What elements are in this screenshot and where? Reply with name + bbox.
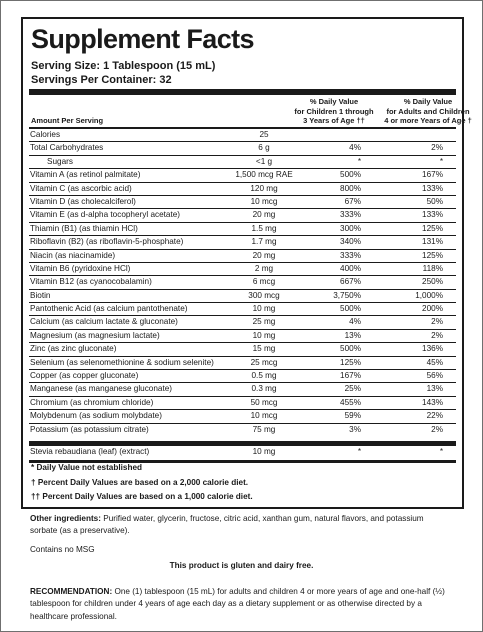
- recommendation: [30, 586, 450, 623]
- nutrient-amount: 0.3 mg: [251, 384, 277, 394]
- nutrient-name: Vitamin A (as retinol palmitate): [30, 170, 141, 180]
- dv-children: 300%: [340, 223, 361, 233]
- dv-children: 59%: [344, 411, 361, 421]
- dv-adults: 133%: [422, 210, 443, 220]
- nutrient-name: Vitamin C (as ascorbic acid): [30, 183, 132, 193]
- nutrient-amount: 10 mg: [252, 304, 276, 314]
- dv-children: 340%: [340, 237, 361, 247]
- dv-children-header-line: 3 Years of Age ††: [303, 116, 365, 125]
- dv-adults-header: [373, 97, 483, 126]
- stevia-row: [29, 446, 456, 458]
- table-row: [29, 446, 456, 458]
- footnote-2000-calorie: † Percent Daily Values are based on a 2,000 calorie diet.: [31, 478, 249, 487]
- dv-children: 455%: [340, 397, 361, 407]
- dv-adults: 250%: [422, 277, 443, 287]
- dv-adults: 22%: [426, 411, 443, 421]
- dv-children: 667%: [340, 277, 361, 287]
- amount-per-serving-header: Amount Per Serving: [31, 116, 104, 125]
- table-row: [29, 156, 456, 169]
- dv-children: 800%: [340, 183, 361, 193]
- dv-adults: 143%: [422, 397, 443, 407]
- dv-children: 67%: [344, 196, 361, 206]
- dv-children: *: [357, 447, 361, 456]
- dv-children: 333%: [340, 250, 361, 260]
- nutrient-name: Calories: [30, 130, 61, 139]
- dv-children: 13%: [344, 330, 361, 340]
- table-row: [29, 263, 456, 276]
- dv-adults: 56%: [426, 371, 443, 381]
- dv-adults-header-line: 4 or more Years of Age †: [384, 116, 472, 125]
- nutrient-name: Sugars: [47, 156, 73, 166]
- dv-adults: *: [439, 447, 443, 456]
- table-row: [29, 209, 456, 222]
- nutrient-amount: 1,500 mcg RAE: [235, 170, 293, 180]
- dv-adults-header-line: for Adults and Children: [386, 106, 470, 116]
- table-row: [29, 410, 456, 423]
- table-row: [29, 383, 456, 396]
- nutrient-amount: 6 mcg: [252, 277, 276, 287]
- recommendation-text: One (1) tablespoon (15 mL) for adults and children 4 or more years of age and one-half (½) tablespoon for children under 4 years of age each day as a dietary supplement or as otherwise directed by a healthcare professional.: [30, 587, 445, 621]
- dv-children-header-line: for Children 1 through: [294, 106, 374, 116]
- serving-size: Serving Size: 1 Tablespoon (15 mL): [31, 60, 216, 72]
- dv-adults: *: [439, 156, 443, 166]
- dv-children: 500%: [340, 170, 361, 180]
- nutrient-amount: 10 mg: [252, 330, 276, 340]
- nutrient-amount: 25 mcg: [250, 357, 278, 367]
- nutrient-amount: 0.5 mg: [251, 371, 277, 381]
- nutrient-name: Pantothenic Acid (as calcium pantothenate): [30, 304, 188, 314]
- nutrient-amount: 10 mg: [252, 447, 276, 456]
- nutrient-amount: 25 mg: [252, 317, 276, 327]
- table-row: [29, 196, 456, 209]
- other-ingredients: [30, 513, 450, 538]
- table-row: [29, 223, 456, 236]
- table-row: [29, 142, 456, 155]
- dv-adults: 200%: [422, 304, 443, 314]
- nutrient-amount: 1.5 mg: [251, 223, 277, 233]
- dv-children: 400%: [340, 263, 361, 273]
- nutrient-name: Copper (as copper gluconate): [30, 371, 139, 381]
- nutrient-amount: 1.7 mg: [251, 237, 277, 247]
- table-row: [29, 370, 456, 383]
- dv-children-header-line: % Daily Value: [309, 97, 359, 106]
- nutrient-name: Thiamin (B1) (as thiamin HCl): [30, 223, 138, 233]
- table-row: [29, 250, 456, 263]
- nutrient-name: Total Carbohydrates: [30, 143, 104, 153]
- nutrient-amount: 300 mcg: [248, 290, 280, 300]
- no-msg-statement: Contains no MSG: [30, 545, 95, 554]
- dv-children: 3%: [349, 424, 361, 434]
- dv-children: 500%: [340, 304, 361, 314]
- supplement-facts-panel: [21, 17, 472, 509]
- nutrient-amount: 6 g: [258, 143, 270, 153]
- table-row: [29, 357, 456, 370]
- dv-adults: 167%: [422, 170, 443, 180]
- table-row: [29, 236, 456, 249]
- nutrient-name: Riboflavin (B2) (as riboflavin-5-phosphate): [30, 237, 184, 247]
- nutrient-amount: 120 mg: [250, 183, 278, 193]
- nutrient-amount: 50 mcg: [250, 397, 278, 407]
- dv-adults: 50%: [426, 196, 443, 206]
- dv-adults: 2%: [431, 330, 443, 340]
- other-ingredients-label: Other ingredients:: [30, 514, 101, 523]
- dv-children: *: [357, 156, 361, 166]
- nutrient-name: Chromium (as chromium chloride): [30, 397, 154, 407]
- nutrient-amount: 15 mg: [252, 344, 276, 354]
- table-row: [29, 397, 456, 410]
- dv-adults: 118%: [422, 263, 443, 273]
- dv-adults: 125%: [422, 250, 443, 260]
- dv-adults: 133%: [422, 183, 443, 193]
- nutrient-amount: 20 mg: [252, 250, 276, 260]
- dv-adults: 1,000%: [415, 290, 443, 300]
- nutrient-name: Magnesium (as magnesium lactate): [30, 330, 160, 340]
- nutrient-amount: 10 mcg: [250, 411, 278, 421]
- other-ingredients-text: Purified water, glycerin, fructose, citric acid, xanthan gum, natural flavors, and potassium sorbate (as a preservative).: [30, 514, 424, 536]
- thick-divider: [29, 89, 456, 95]
- nutrient-name: Selenium (as selenomethionine & sodium selenite): [30, 357, 214, 367]
- dv-children: 4%: [349, 317, 361, 327]
- table-row: [29, 129, 456, 142]
- dv-children: 3,750%: [333, 290, 361, 300]
- footnote-daily-value: * Daily Value not established: [31, 463, 143, 472]
- nutrient-name: Calcium (as calcium lactate & gluconate): [30, 317, 178, 327]
- nutrient-amount: 2 mg: [254, 263, 274, 273]
- table-row: [29, 290, 456, 303]
- nutrient-name: Niacin (as niacinamide): [30, 250, 116, 260]
- nutrient-amount: 75 mg: [252, 424, 276, 434]
- nutrient-amount: <1 g: [255, 156, 273, 166]
- nutrient-amount: 25: [259, 130, 269, 139]
- gluten-free-statement: This product is gluten and dairy free.: [169, 561, 314, 570]
- dv-adults: 2%: [431, 317, 443, 327]
- dv-adults: 45%: [426, 357, 443, 367]
- dv-adults: 131%: [422, 237, 443, 247]
- nutrient-amount: 20 mg: [252, 210, 276, 220]
- dv-adults: 136%: [422, 344, 443, 354]
- dv-children: 167%: [340, 371, 361, 381]
- table-row: [29, 343, 456, 356]
- nutrient-name: Vitamin B6 (pyridoxine HCl): [30, 263, 131, 273]
- dv-adults: 2%: [431, 424, 443, 434]
- table-row: [29, 330, 456, 343]
- dv-children: 4%: [349, 143, 361, 153]
- panel-title: Supplement Facts: [31, 24, 254, 54]
- table-row: [29, 316, 456, 329]
- nutrient-name: Molybdenum (as sodium molybdate): [30, 411, 162, 421]
- table-row: [29, 424, 456, 436]
- table-row: [29, 276, 456, 289]
- recommendation-label: RECOMMENDATION:: [30, 587, 113, 596]
- dv-adults: 2%: [431, 143, 443, 153]
- table-row: [29, 183, 456, 196]
- nutrient-name: Manganese (as manganese gluconate): [30, 384, 173, 394]
- nutrient-name: Vitamin B12 (as cyanocobalamin): [30, 277, 152, 287]
- nutrient-amount: 10 mcg: [250, 196, 278, 206]
- nutrient-table: [29, 129, 456, 436]
- dv-adults: 125%: [422, 223, 443, 233]
- dv-children: 333%: [340, 210, 361, 220]
- dv-adults: 13%: [426, 384, 443, 394]
- dv-children: 500%: [340, 344, 361, 354]
- servings-per-container: Servings Per Container: 32: [31, 74, 172, 86]
- nutrient-name: Zinc (as zinc gluconate): [30, 344, 117, 354]
- table-row: [29, 169, 456, 182]
- nutrient-name: Biotin: [30, 290, 51, 300]
- nutrient-name: Vitamin D (as cholecalciferol): [30, 196, 136, 206]
- dv-adults-header-line: % Daily Value: [403, 97, 453, 106]
- footnote-1000-calorie: †† Percent Daily Values are based on a 1,000 calorie diet.: [31, 492, 253, 501]
- nutrient-name: Potassium (as potassium citrate): [30, 424, 149, 434]
- nutrient-name: Stevia rebaudiana (leaf) (extract): [30, 447, 150, 456]
- nutrient-name: Vitamin E (as d-alpha tocopheryl acetate): [30, 210, 181, 220]
- dv-children: 25%: [344, 384, 361, 394]
- table-row: [29, 303, 456, 316]
- dv-children: 125%: [340, 357, 361, 367]
